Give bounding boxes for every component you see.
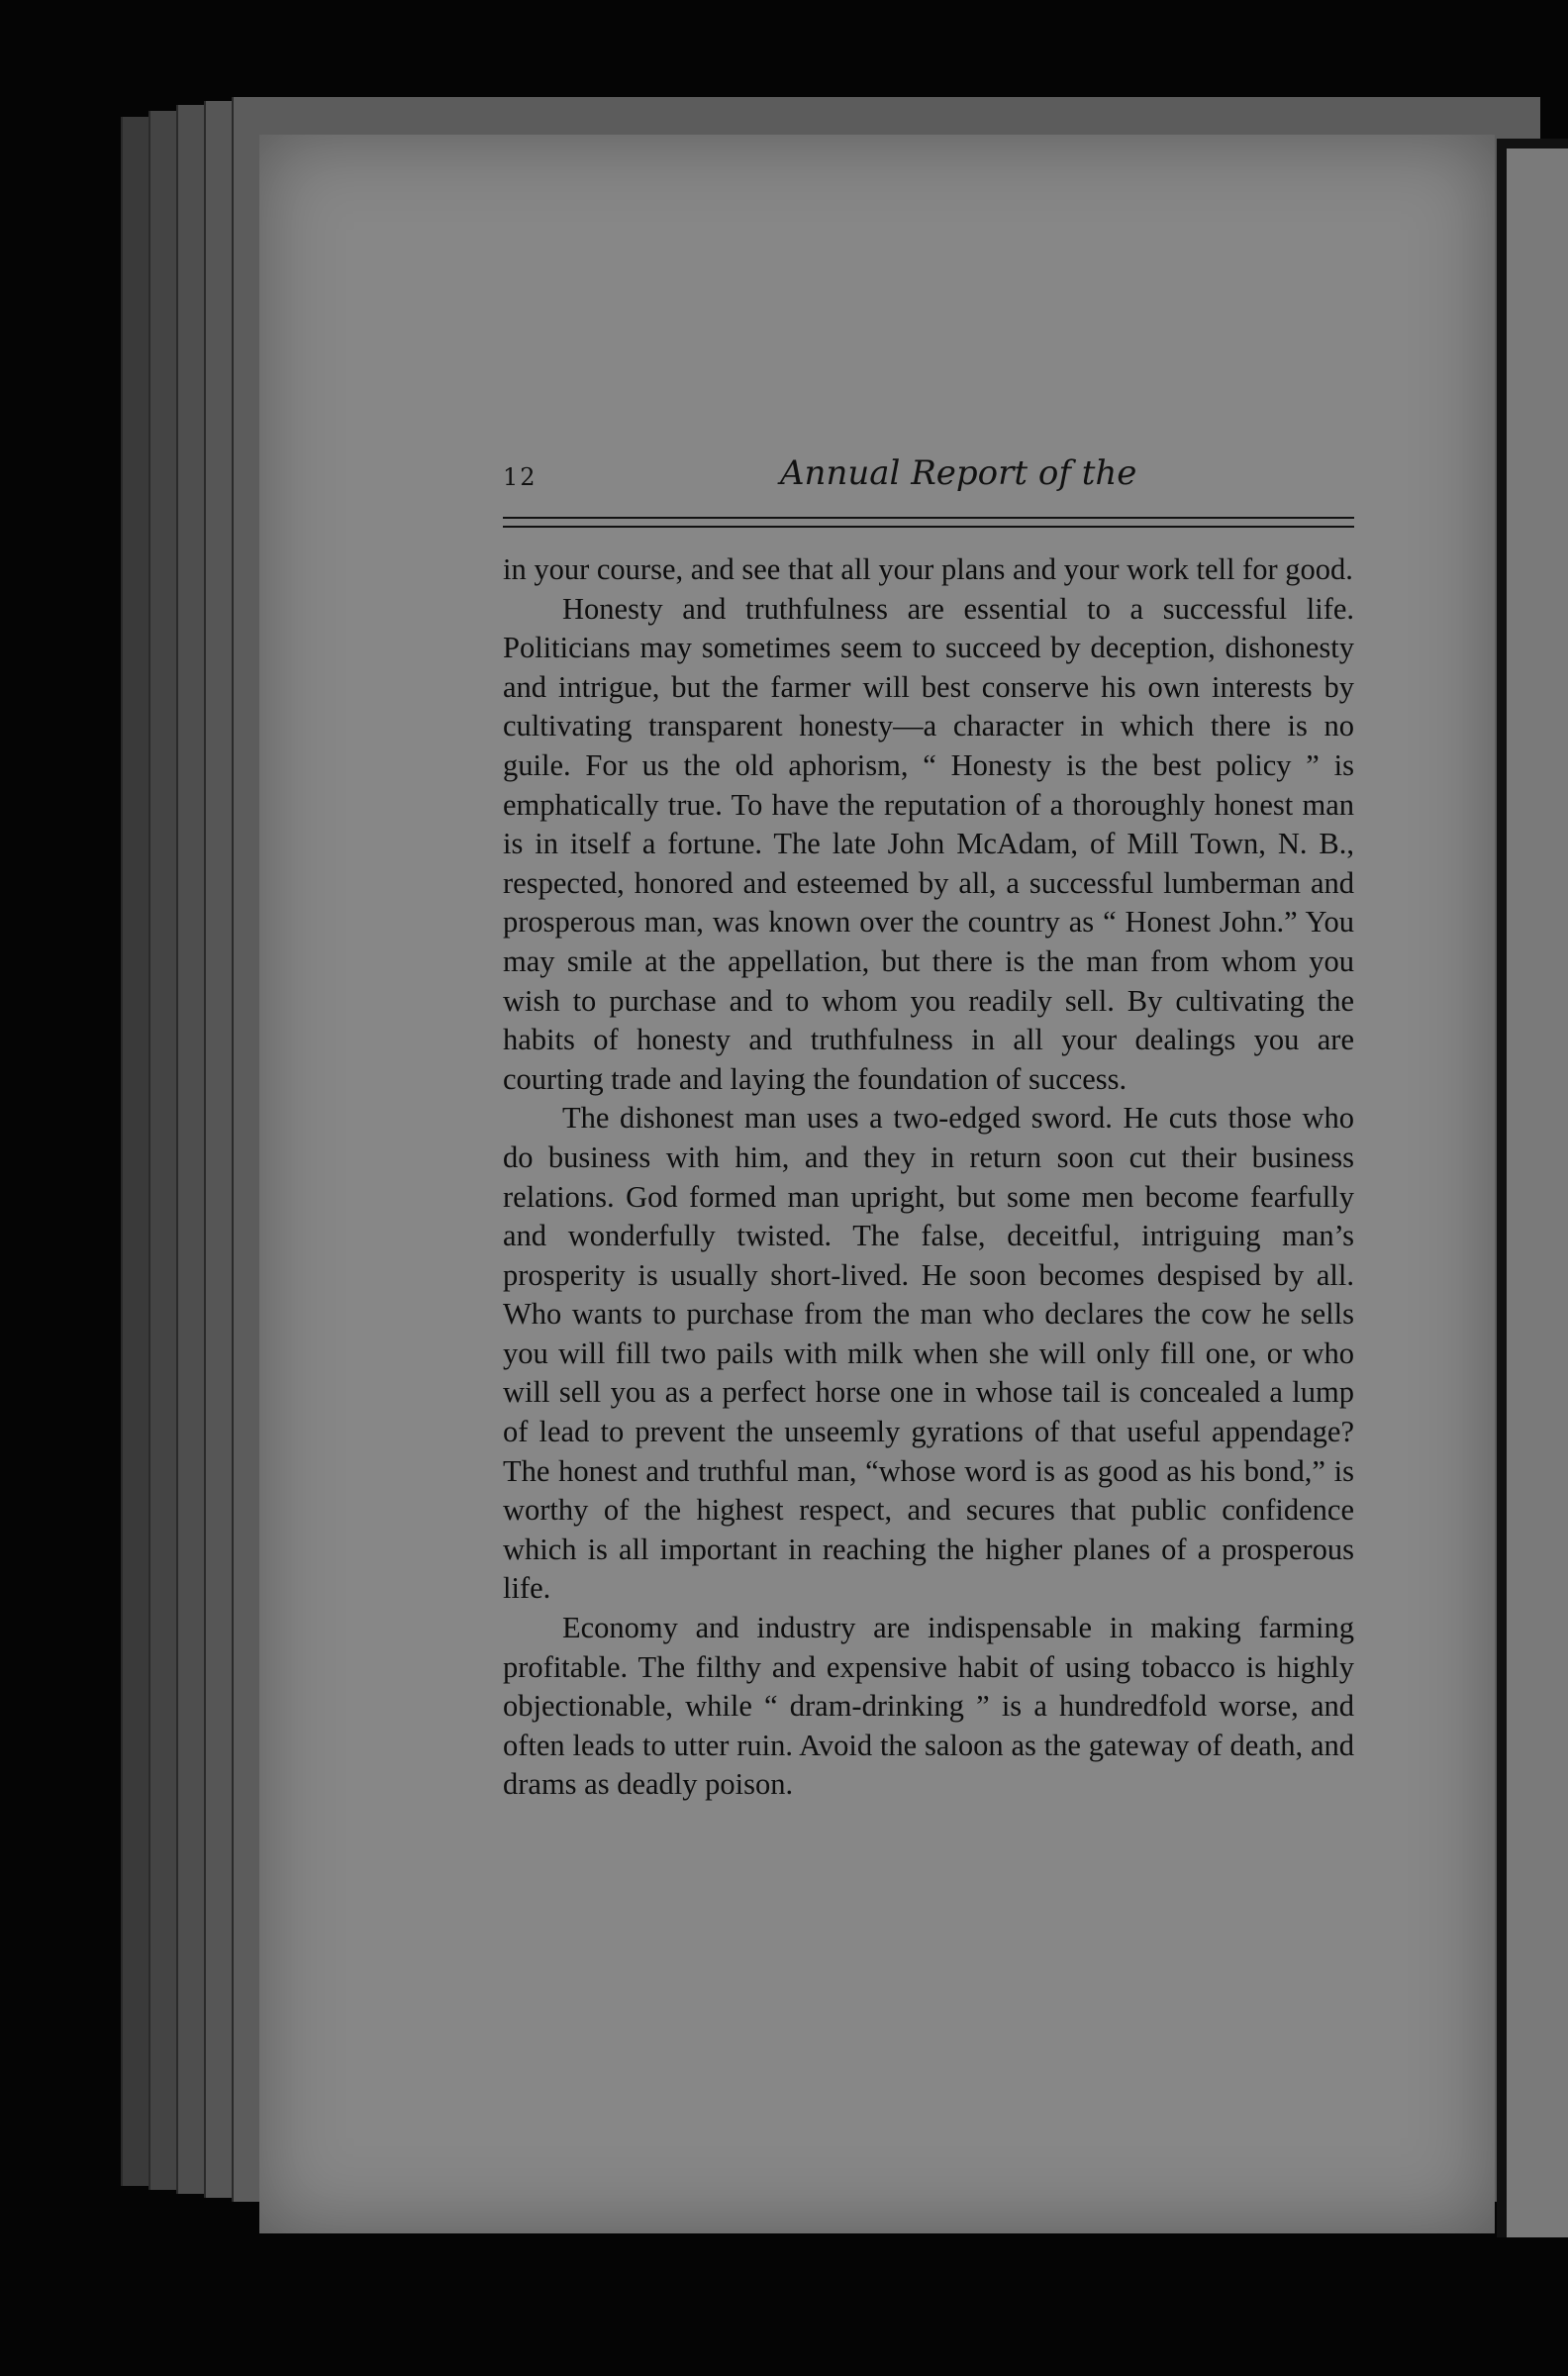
facing-page-edge	[1507, 148, 1568, 2237]
paragraph-economy: Economy and industry are indispensable in making farming profitable. The filthy and expensive habit of using tobacco is highly objectionable, while “ dram-drinking ” is a hundredfold worse, and often leads to utter ruin. Avoid the saloon as the gateway of death, and drams as deadly poison.	[503, 1611, 1354, 1802]
paragraph-continuation: in your course, and see that all your plans and your work tell for good.	[503, 552, 1353, 586]
page-number: 12	[503, 463, 538, 491]
header-rule	[503, 517, 1354, 528]
running-head: Annual Report of the	[780, 453, 1137, 493]
page-header	[503, 453, 1354, 513]
paragraph-dishonest-man: The dishonest man uses a two-edged sword. He cuts those who do business with him, and they in return soon cut their business relations. God formed man upright, but some men become fearfully and wonderfully twisted. The false, deceitful, intriguing man’s prosperity is usually short-lived. He soon becomes despised by all. Who wants to purchase from the man who declares the cow he sells you will fill two pails with milk when she will only fill one, or who will sell you as a perfect horse one in whose tail is concealed a lump of lead to prevent the unseemly gyrations of that useful appendage? The honest and truthful man, “whose word is as good as his bond,” is worthy of the highest respect, and secures that public confidence which is all important in reaching the higher planes of a prosperous life.	[503, 1101, 1354, 1606]
paragraph-honesty: Honesty and truthfulness are essential to a successful life. Politicians may sometimes seem to succeed by deception, dishonesty and intrigue, but the farmer will best conserve his own interests by cultivating transparent honesty—a character in which there is no guile. For us the old aphorism, “ Honesty is the best policy ” is emphatically true. To have the reputation of a thoroughly honest man is in itself a fortune. The late John McAdam, of Mill Town, N. B., respected, honored and esteemed by all, a successful lumberman and prosperous man, was known over the country as “ Honest John.” You may smile at the appellation, but there is the man from whom you wish to purchase and to whom you readily sell. By cultivating the habits of honesty and truthfulness in all your dealings you are courting trade and laying the foundation of success.	[503, 591, 1354, 1096]
body-text	[503, 550, 1354, 1805]
